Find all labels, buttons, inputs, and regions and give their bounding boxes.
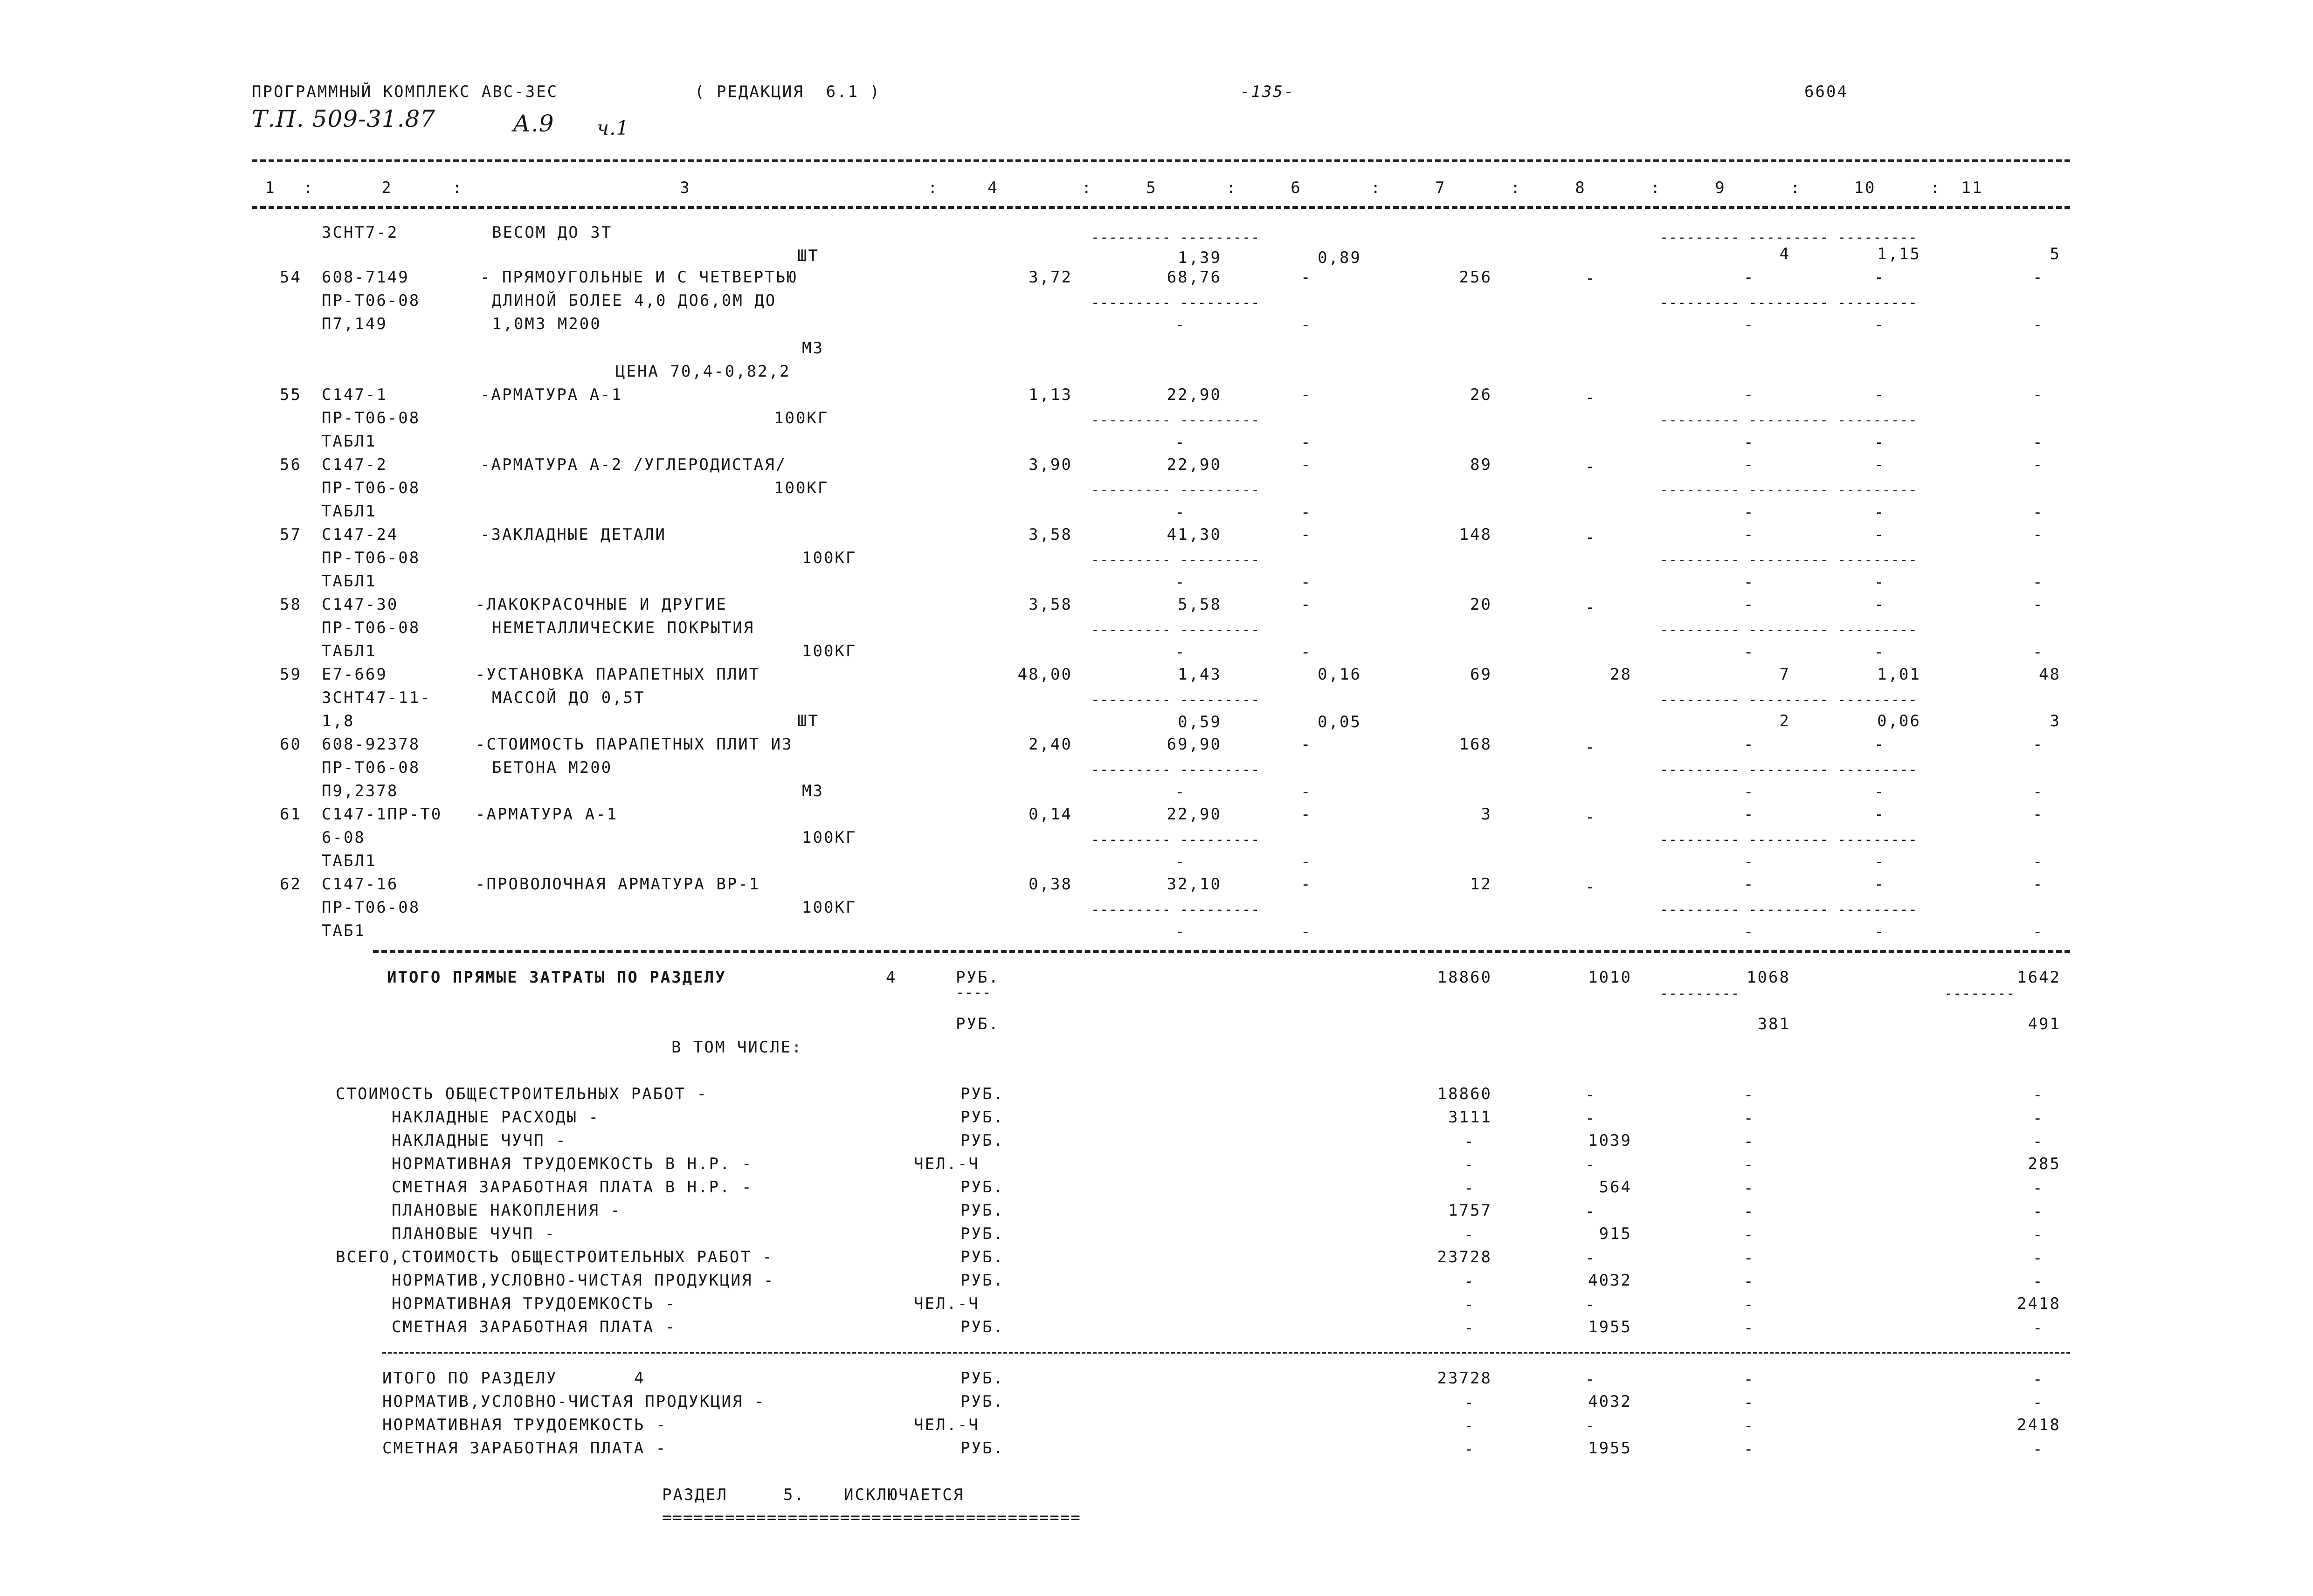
cell: - <box>2033 1393 2044 1412</box>
cell: - <box>2033 1086 2044 1104</box>
header-rule <box>252 206 2070 209</box>
cell: 0,05 <box>1318 713 1361 731</box>
section-total-label: ИТОГО ПО РАЗДЕЛУ <box>382 1369 558 1388</box>
row-number: 56 <box>280 455 302 474</box>
cell: 5 <box>2050 245 2061 263</box>
item-code: ЗСНТ47-11- <box>322 688 431 707</box>
col-header: 10 <box>1854 179 1876 197</box>
item-code: 6-08 <box>322 828 366 847</box>
item-price: ЦЕНА 70,4-0,82,2 <box>615 362 791 381</box>
breakdown-label: НОРМАТИВ,УСЛОВНО-ЧИСТАЯ ПРОДУКЦИЯ - <box>392 1271 775 1290</box>
col-header: 1 <box>265 179 276 197</box>
cell: - <box>2033 1272 2044 1291</box>
item-code: 1,8 <box>322 712 355 730</box>
item-code: 608-7149 <box>322 268 409 287</box>
cell: - <box>1744 1109 1755 1128</box>
col-header: 11 <box>1961 179 1983 197</box>
cell: - <box>1464 1272 1475 1291</box>
cell: - <box>1464 1295 1475 1314</box>
cell: 168 <box>1459 735 1492 754</box>
cell: 1,39 <box>1178 248 1222 267</box>
total-cell: 18860 <box>1437 968 1492 987</box>
cell: 0,16 <box>1318 665 1361 684</box>
cell: 564 <box>1599 1178 1632 1197</box>
item-code: С147-30 <box>322 595 399 614</box>
including-label: В ТОМ ЧИСЛЕ: <box>671 1038 803 1057</box>
item-code: С147-2 <box>322 455 387 474</box>
item-code: ЗСНТ7-2 <box>322 223 399 242</box>
cell: - <box>1744 1393 1755 1412</box>
section5-text: ИСКЛЮЧАЕТСЯ <box>844 1486 965 1504</box>
item-description: ДЛИНОЙ БОЛЕЕ 4,0 ДО6,0М ДО <box>492 291 777 310</box>
cell: 0,89 <box>1318 248 1361 267</box>
row-number: 58 <box>280 595 302 614</box>
section-total-label: НОРМАТИВНАЯ ТРУДОЕМКОСТЬ - <box>382 1416 667 1434</box>
cell: 5,58 <box>1178 595 1222 614</box>
cell: - <box>2033 1179 2044 1197</box>
col-header: 5 <box>1146 179 1157 197</box>
cell: - <box>1585 1417 1596 1435</box>
cell: 2418 <box>2017 1294 2061 1313</box>
cell: - <box>1585 1109 1596 1128</box>
row-number: 57 <box>280 525 302 544</box>
item-description: МАССОЙ ДО 0,5Т <box>492 688 645 707</box>
item-description: 1,0М3 М200 <box>492 315 601 333</box>
item-description: -УСТАНОВКА ПАРАПЕТНЫХ ПЛИТ <box>476 665 760 684</box>
row-number: 61 <box>280 805 302 824</box>
item-unit: 100КГ <box>774 409 829 427</box>
program-title: ПРОГРАММНЫЙ КОМПЛЕКС АВС-ЗЕС <box>252 83 559 101</box>
cell: 285 <box>2028 1155 2061 1173</box>
item-description: НЕМЕТАЛЛИЧЕСКИЕ ПОКРЫТИЯ <box>492 619 755 637</box>
row-number: 59 <box>280 665 302 684</box>
cell: 89 <box>1470 455 1492 474</box>
cell: - <box>1464 1156 1475 1174</box>
cell: - <box>1464 1225 1475 1244</box>
item-code: ПР-Т06-08 <box>322 409 421 427</box>
section-totals-rule <box>382 1352 2070 1354</box>
handwritten-album: А.9 <box>513 110 554 137</box>
item-code: Е7-669 <box>322 665 387 684</box>
item-code: ПР-Т06-08 <box>322 758 421 777</box>
item-unit: ШТ <box>797 712 819 730</box>
cell: - <box>1744 1272 1755 1291</box>
totals-rule <box>373 950 2070 953</box>
breakdown-label: ПЛАНОВЫЕ ЧУЧП - <box>392 1225 556 1243</box>
cell: 1955 <box>1588 1439 1632 1458</box>
breakdown-unit: ЧЕЛ.-Ч <box>914 1155 980 1173</box>
item-code: ПР-Т06-08 <box>322 291 421 310</box>
cell: 1,43 <box>1178 665 1222 684</box>
breakdown-unit: РУБ. <box>960 1225 1004 1243</box>
col-header: 4 <box>987 179 999 197</box>
item-code: П9,2378 <box>322 782 399 800</box>
item-code: ПР-Т06-08 <box>322 479 421 497</box>
double-rule: ======================================== <box>662 1508 1081 1527</box>
cell: 32,10 <box>1167 875 1222 894</box>
cell: 2 <box>1779 712 1790 730</box>
cell: 4032 <box>1588 1271 1632 1290</box>
item-code: С147-24 <box>322 525 399 544</box>
breakdown-label: НОРМАТИВНАЯ ТРУДОЕМКОСТЬ В Н.Р. - <box>392 1155 753 1173</box>
edition-label: ( РЕДАКЦИЯ 6.1 ) <box>695 83 881 101</box>
cell: - <box>2033 1109 2044 1128</box>
item-code: ПР-Т06-08 <box>322 898 421 917</box>
section-number: 4 <box>886 968 897 987</box>
cell: 0,38 <box>1029 875 1072 894</box>
cell: - <box>1464 1393 1475 1412</box>
cell: 22,90 <box>1167 805 1222 824</box>
section-total-unit: РУБ. <box>960 1392 1004 1411</box>
unit-label: РУБ. <box>956 1015 1000 1033</box>
row-number: 60 <box>280 735 302 754</box>
item-unit: 100КГ <box>774 479 829 497</box>
cell: 22,90 <box>1167 455 1222 474</box>
item-code: С147-1ПР-Т0 <box>322 805 442 824</box>
cell: 0,06 <box>1877 712 1921 730</box>
cell: - <box>1744 1417 1755 1435</box>
cell: 20 <box>1470 595 1492 614</box>
col-header: 3 <box>680 179 691 197</box>
cell: 23728 <box>1437 1369 1492 1388</box>
handwritten-ref: Т.П. 509-31.87 <box>252 105 436 132</box>
item-description: - ПРЯМОУГОЛЬНЫЕ И С ЧЕТВЕРТЬЮ <box>480 268 798 287</box>
cell: 7 <box>1779 665 1790 684</box>
cell: 1,01 <box>1877 665 1921 684</box>
cell: - <box>2033 1370 2044 1389</box>
breakdown-unit: ЧЕЛ.-Ч <box>914 1294 980 1313</box>
item-description: -СТОИМОСТЬ ПАРАПЕТНЫХ ПЛИТ ИЗ <box>476 735 793 754</box>
section-total-unit: РУБ. <box>960 1369 1004 1388</box>
cell: - <box>1744 1202 1755 1221</box>
item-code: ПР-Т06-08 <box>322 619 421 637</box>
breakdown-label: СМЕТНАЯ ЗАРАБОТНАЯ ПЛАТА В Н.Р. - <box>392 1178 753 1197</box>
document-code: 6604 <box>1804 83 1848 101</box>
cell: 148 <box>1459 525 1492 544</box>
handwritten-part: ч.1 <box>597 117 629 139</box>
col-header: 9 <box>1715 179 1726 197</box>
total-cell: 1642 <box>2017 968 2061 987</box>
cell: 26 <box>1470 385 1492 404</box>
total-cell: 491 <box>2028 1015 2061 1033</box>
item-unit: 100КГ <box>802 549 857 567</box>
cell: 3 <box>1481 805 1492 824</box>
cell: 2418 <box>2017 1416 2061 1434</box>
col-header: 6 <box>1291 179 1302 197</box>
cell: 3111 <box>1448 1108 1492 1127</box>
cell: 4032 <box>1588 1392 1632 1411</box>
breakdown-label: СТОИМОСТЬ ОБЩЕСТРОИТЕЛЬНЫХ РАБОТ - <box>336 1085 708 1103</box>
col-header: 8 <box>1575 179 1586 197</box>
item-description: БЕТОНА М200 <box>492 758 613 777</box>
item-unit: 100КГ <box>802 828 857 847</box>
cell: 1,15 <box>1877 245 1921 263</box>
cell: 3,90 <box>1029 455 1072 474</box>
total-cell: 1068 <box>1747 968 1790 987</box>
cell: - <box>2033 1225 2044 1244</box>
total-cell: 1010 <box>1588 968 1632 987</box>
cell: 3,58 <box>1029 525 1072 544</box>
cell: 4 <box>1779 245 1790 263</box>
cell: 69,90 <box>1167 735 1222 754</box>
cell: 68,76 <box>1167 268 1222 287</box>
breakdown-label: ПЛАНОВЫЕ НАКОПЛЕНИЯ - <box>392 1201 621 1220</box>
cell: - <box>1744 1319 1755 1337</box>
row-number: 62 <box>280 875 302 894</box>
cell: - <box>1585 1370 1596 1389</box>
breakdown-unit: РУБ. <box>960 1108 1004 1127</box>
item-code: ТАБЛ1 <box>322 432 377 451</box>
cell: 48,00 <box>1017 665 1072 684</box>
section-number: 4 <box>634 1369 645 1388</box>
section-total-label: СМЕТНАЯ ЗАРАБОТНАЯ ПЛАТА - <box>382 1439 667 1458</box>
item-code: ТАБЛ1 <box>322 502 377 521</box>
breakdown-label: СМЕТНАЯ ЗАРАБОТНАЯ ПЛАТА - <box>392 1318 677 1336</box>
cell: - <box>1744 1440 1755 1458</box>
cell: 69 <box>1470 665 1492 684</box>
item-code: ТАБ1 <box>322 922 366 940</box>
cell: - <box>1744 1179 1755 1197</box>
cell: 0,14 <box>1029 805 1072 824</box>
cell: 28 <box>1610 665 1632 684</box>
cell: 2,40 <box>1029 735 1072 754</box>
section-total-label: НОРМАТИВ,УСЛОВНО-ЧИСТАЯ ПРОДУКЦИЯ - <box>382 1392 766 1411</box>
page-number: -135- <box>1240 83 1295 101</box>
item-code: ТАБЛ1 <box>322 572 377 591</box>
cell: 0,59 <box>1178 713 1222 731</box>
cell: - <box>1744 1370 1755 1389</box>
col-header: 7 <box>1435 179 1446 197</box>
cell: 12 <box>1470 875 1492 894</box>
cell: - <box>1585 1086 1596 1104</box>
cell: - <box>1585 1249 1596 1267</box>
col-header: 2 <box>381 179 393 197</box>
cell: - <box>2033 1319 2044 1337</box>
item-description: -ЛАКОКРАСОЧНЫЕ И ДРУГИЕ <box>476 595 727 614</box>
cell: - <box>1464 1319 1475 1337</box>
direct-costs-label: ИТОГО ПРЯМЫЕ ЗАТРАТЫ ПО РАЗДЕЛУ <box>387 968 726 987</box>
item-unit: 100КГ <box>802 898 857 917</box>
cell: - <box>1744 1249 1755 1267</box>
breakdown-unit: РУБ. <box>960 1131 1004 1150</box>
cell: 1955 <box>1588 1318 1632 1336</box>
cell: - <box>1464 1132 1475 1151</box>
cell: 1,13 <box>1029 385 1072 404</box>
breakdown-unit: РУБ. <box>960 1248 1004 1266</box>
cell: 1757 <box>1448 1201 1492 1220</box>
cell: 915 <box>1599 1225 1632 1243</box>
item-description: -ЗАКЛАДНЫЕ ДЕТАЛИ <box>480 525 666 544</box>
item-description: -АРМАТУРА А-1 <box>476 805 618 824</box>
row-number: 55 <box>280 385 302 404</box>
item-description: -АРМАТУРА А-1 <box>480 385 623 404</box>
item-code: ПР-Т06-08 <box>322 549 421 567</box>
item-code: С147-1 <box>322 385 387 404</box>
breakdown-label: НАКЛАДНЫЕ РАСХОДЫ - <box>392 1108 600 1127</box>
cell: - <box>1744 1225 1755 1244</box>
cell: - <box>1464 1417 1475 1435</box>
breakdown-label: НОРМАТИВНАЯ ТРУДОЕМКОСТЬ - <box>392 1294 677 1313</box>
unit-label: РУБ. <box>956 968 1000 987</box>
cell: 41,30 <box>1167 525 1222 544</box>
item-unit: М3 <box>802 782 824 800</box>
cell: - <box>2033 1202 2044 1221</box>
item-description: ВЕСОМ ДО 3Т <box>492 223 613 242</box>
cell: 3 <box>2050 712 2061 730</box>
section-total-unit: ЧЕЛ.-Ч <box>914 1416 980 1434</box>
cell: - <box>2033 1249 2044 1267</box>
item-code: С147-16 <box>322 875 399 894</box>
item-description: -ПРОВОЛОЧНАЯ АРМАТУРА ВР-1 <box>476 875 760 894</box>
item-unit: 100КГ <box>802 642 857 660</box>
item-code: 608-92378 <box>322 735 421 754</box>
breakdown-unit: РУБ. <box>960 1318 1004 1336</box>
cell: - <box>1744 1086 1755 1104</box>
cell: 3,72 <box>1029 268 1072 287</box>
cell: 22,90 <box>1167 385 1222 404</box>
breakdown-unit: РУБ. <box>960 1085 1004 1103</box>
total-cell: 381 <box>1757 1015 1790 1033</box>
cell: - <box>1464 1179 1475 1197</box>
item-code: ТАБЛ1 <box>322 642 377 660</box>
cell: 3,58 <box>1029 595 1072 614</box>
section-total-unit: РУБ. <box>960 1439 1004 1458</box>
section5-number: 5. <box>783 1486 805 1504</box>
cell: 23728 <box>1437 1248 1492 1266</box>
breakdown-label: ВСЕГО,СТОИМОСТЬ ОБЩЕСТРОИТЕЛЬНЫХ РАБОТ - <box>336 1248 773 1266</box>
item-code: ТАБЛ1 <box>322 852 377 870</box>
cell: - <box>1744 1295 1755 1314</box>
breakdown-unit: РУБ. <box>960 1201 1004 1220</box>
cell: 18860 <box>1437 1085 1492 1103</box>
top-rule <box>252 159 2070 162</box>
breakdown-unit: РУБ. <box>960 1178 1004 1197</box>
cell: - <box>2033 1440 2044 1458</box>
breakdown-label: НАКЛАДНЫЕ ЧУЧП - <box>392 1131 567 1150</box>
cell: 48 <box>2039 665 2061 684</box>
cell: 1039 <box>1588 1131 1632 1150</box>
breakdown-unit: РУБ. <box>960 1271 1004 1290</box>
item-unit: М3 <box>802 339 824 358</box>
row-number: 54 <box>280 268 302 287</box>
section5-label: РАЗДЕЛ <box>662 1486 728 1504</box>
cell: - <box>1585 1295 1596 1314</box>
cell: - <box>1585 1156 1596 1174</box>
cell: - <box>1744 1132 1755 1151</box>
cell: - <box>1585 1202 1596 1221</box>
cell: - <box>1464 1440 1475 1458</box>
cell: - <box>2033 1132 2044 1151</box>
cell: 256 <box>1459 268 1492 287</box>
item-unit: ШТ <box>797 247 819 265</box>
cell: - <box>1744 1156 1755 1174</box>
item-code: П7,149 <box>322 315 387 333</box>
item-description: -АРМАТУРА А-2 /УГЛЕРОДИСТАЯ/ <box>480 455 787 474</box>
